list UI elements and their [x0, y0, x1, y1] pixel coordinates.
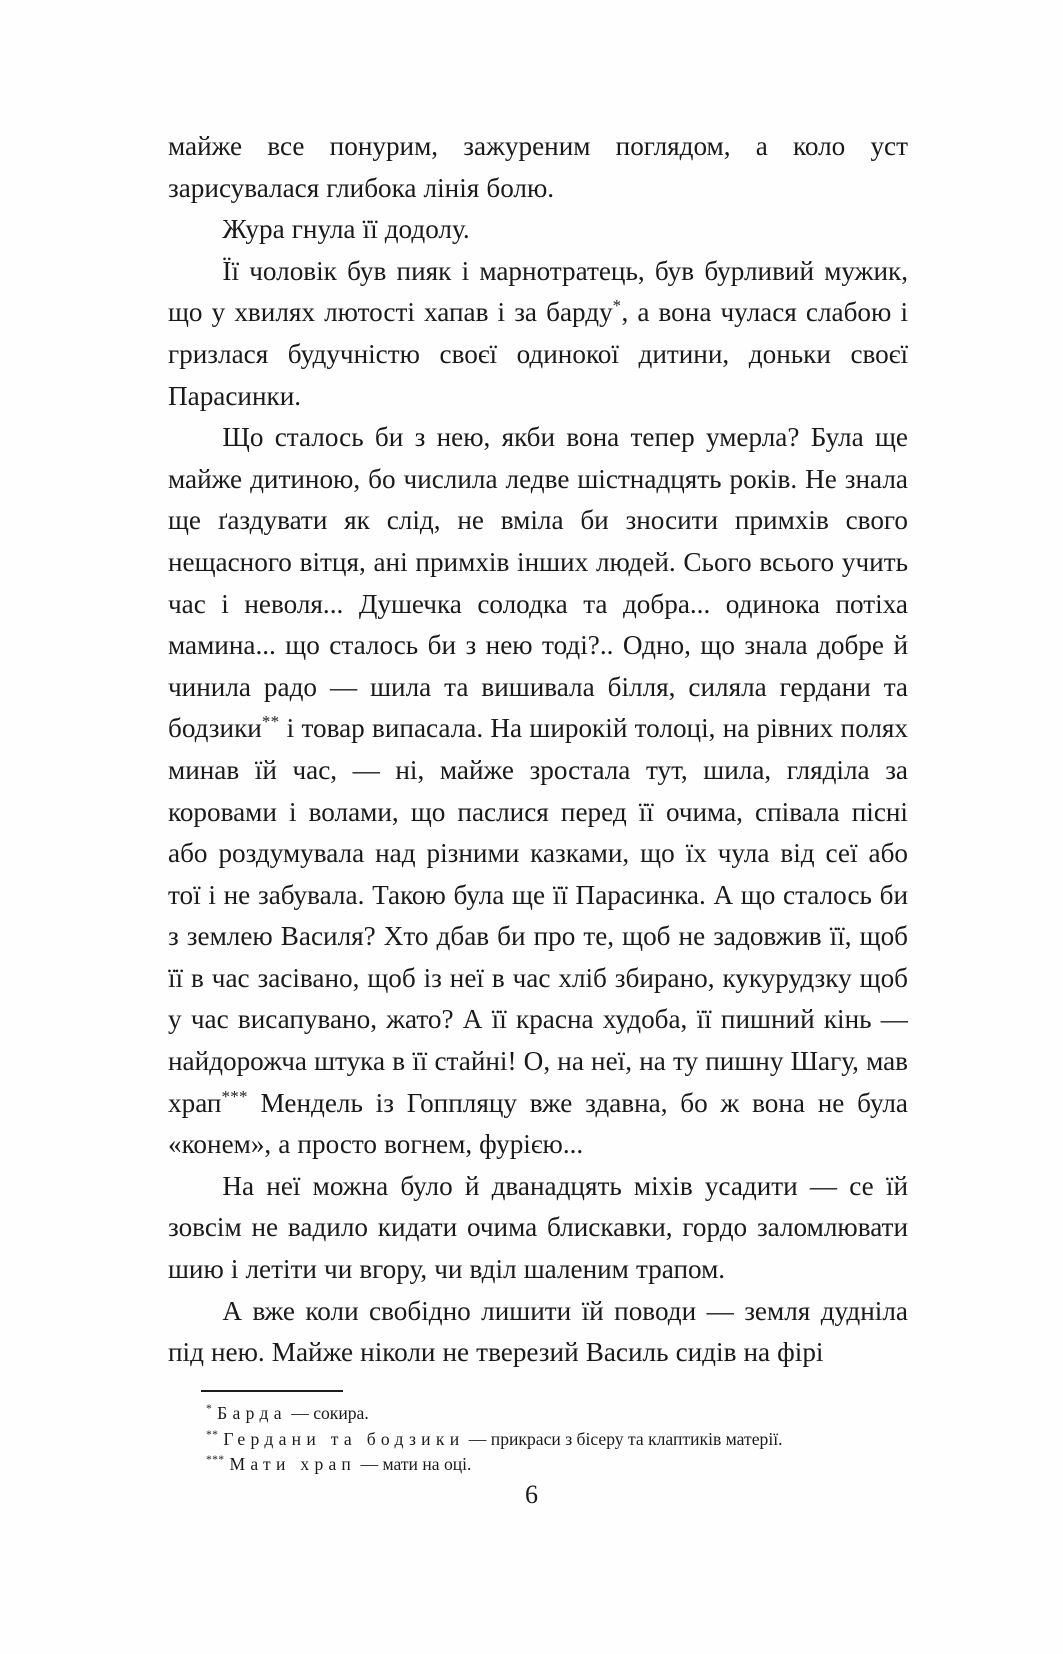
footnote-3-headword: Мати храп [229, 1454, 357, 1475]
paragraph-3-text-before-footnote: Її чоловік був пияк і марнотратець, був бурливий мужик, що у хвилях лютості хапав і за барду [168, 255, 908, 328]
paragraph-1-text: майже все понурим, зажуреним поглядом, а коло уст зарисувалася глибока лінія болю. [168, 131, 908, 203]
paragraph-4 [168, 417, 908, 1166]
paragraph-2 [168, 209, 908, 251]
page-number: 6 [525, 1480, 538, 1509]
footnote-2-marker: ** [206, 1427, 219, 1441]
footnote-2-separator: — [464, 1428, 491, 1449]
paragraph-6-text: А вже коли свобідно лишити їй поводи — земля дудніла під нею. Майже ніколи не тверезий Василь сидів на фірі [168, 1295, 908, 1368]
paragraph-5 [168, 1166, 908, 1291]
paragraph-4-text-after-footnote-3: Мендель із Гоппляцу вже здавна, бо ж вона не була «конем», а просто вогнем, фурією... [168, 1087, 908, 1160]
footnote-ref-3[interactable]: *** [221, 1086, 248, 1106]
paragraph-5-text: На неї можна було й дванадцять міхів усадити — се їй зовсім не вадило кидати очима блискавки, гордо заломлювати шию і летіти чи вгору, чи вділ шаленим трапом. [168, 1170, 908, 1285]
paragraph-4-text-before-footnote-2: Що сталось би з нею, якби вона тепер умерла? Була ще майже дитиною, бо числила ледве шістнадцять років. Не знала ще ґаздувати як слід, не вміла би зносити примхів свого нещасного вітця, ані примхів інших людей. Сього всього учить час і неволя... Душечка солодка та добра... одинока потіха мамина... що сталось би з нею тоді?.. Одно, що знала добре й чинила радо — шила та вишивала білля, силяла гердани та бодзики [168, 422, 908, 744]
footnote-1-separator: — [286, 1403, 314, 1423]
footnote-ref-2[interactable]: ** [261, 712, 280, 732]
paragraph-1 [168, 126, 908, 209]
page-text-block [168, 126, 908, 1374]
footnote-separator-rule [201, 1390, 343, 1392]
paragraph-4-text-after-footnote-2: і товар випасала. На широкій толоці, на рівних полях минав їй час, — ні, майже зростала тут, шила, гляділа за коровами і волами, що паслися перед її очима, співала пісні або роздумувала над різними казками, що їх чула від сеї або тої і не забувала. Такою була ще її Парасинка. А що сталось би з землею Василя? Хто дбав би про те, щоб не задовжив її, щоб її в час засівано, щоб із неї в час хліб збирано, кукурудзку щоб у час висапувано, жато? А її красна худоба, її пишний кінь — найдорожча штука в її стайні! О, на неї, на ту пишну Шагу, мав храп [168, 713, 908, 1118]
footnote-2-headword: Гердани та бодзики [223, 1428, 465, 1449]
footnote-2-definition: прикраси з бісеру та клаптиків матерії. [490, 1428, 783, 1449]
footnote-2 [168, 1427, 908, 1453]
footnote-1-marker: * [206, 1402, 213, 1416]
footnote-block [168, 1390, 908, 1478]
paragraph-2-text: Жура гнула її додолу. [222, 214, 470, 245]
footnote-1-headword: Барда [217, 1403, 287, 1423]
footnote-ref-1[interactable]: * [612, 296, 622, 316]
footnote-1-definition: сокира. [313, 1403, 369, 1423]
paragraph-6 [168, 1291, 908, 1374]
footnote-3-definition: мати на оці. [382, 1454, 472, 1475]
footnote-3-separator: — [356, 1454, 383, 1475]
footnote-1 [168, 1401, 908, 1427]
footnote-3-marker: *** [206, 1453, 225, 1467]
paragraph-3 [168, 251, 908, 417]
paragraph-3-text-after-footnote: , а вона чулася слабою і гризлася будучністю своєї одинокої дитини, доньки своєї Парасинки. [168, 297, 908, 411]
footnote-3 [168, 1452, 908, 1478]
